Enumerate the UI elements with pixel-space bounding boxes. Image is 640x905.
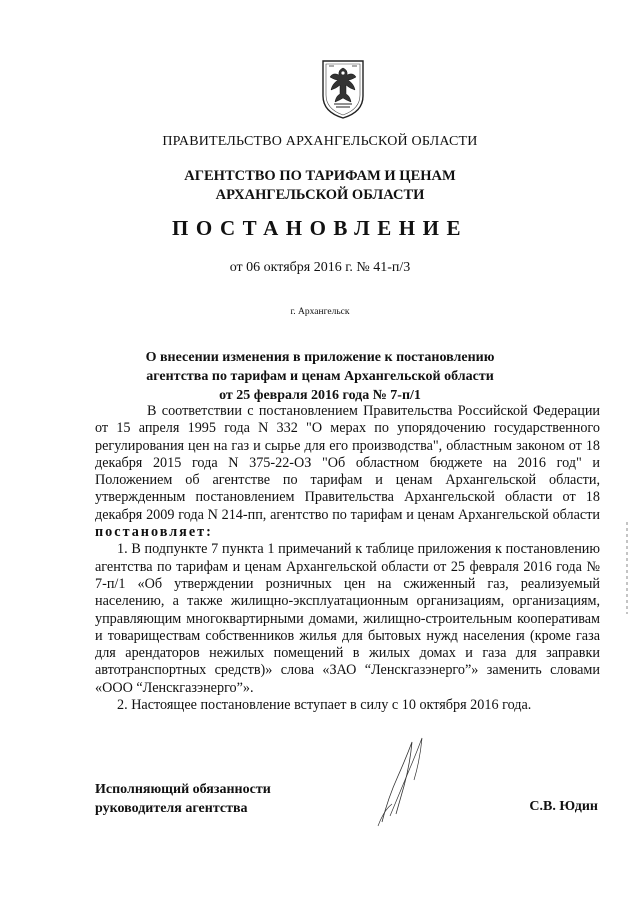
document-body — [95, 403, 600, 714]
handwritten-signature — [350, 720, 470, 830]
decree-word: постановляет: — [95, 524, 213, 541]
document-date-number: от 06 октября 2016 г. № 41-п/3 — [229, 260, 411, 275]
signatory-title — [95, 780, 271, 818]
document-city: г. Архангельск — [290, 307, 350, 317]
document-type: ПОСТАНОВЛЕНИЕ — [172, 216, 468, 240]
agency-name — [0, 167, 640, 205]
item-1-paragraph: 1. В подпункте 7 пункта 1 примечаний к таблице приложения к постановлению агентства по тарифам и ценам Архангельской области от 25 февраля 2016 года № 7-п/1 «Об утверждении розничных цен на сжиженный газ, реализуемый населению, а также жилищно-эксплуатационным организациям, организациям, управляющим многоквартирными домами, жилищно-строительным кооперативам и товариществам собственников жилья для бытовых нужд населения (кроме газа для арендаторов нежилых помещений в жилых домах и газа для заправки автотранспортных средств)» слова «ЗАО “Ленскгазэнерго”» заменить словами «ООО “Ленскгазэнерго”». — [95, 541, 600, 696]
agency-name-line1: АГЕНТСТВО ПО ТАРИФАМ И ЦЕНАМ — [184, 168, 456, 184]
subject-line3: от 25 февраля 2016 года № 7-п/1 — [219, 388, 421, 403]
agency-name-line2: АРХАНГЕЛЬСКОЙ ОБЛАСТИ — [215, 187, 425, 203]
item-2-paragraph: 2. Настоящее постановление вступает в силу с 10 октября 2016 года. — [117, 697, 532, 714]
document-subject — [0, 348, 640, 405]
subject-line2: агентства по тарифам и ценам Архангельской области — [146, 369, 494, 384]
signatory-name: С.В. Юдин — [529, 799, 598, 814]
subject-line1: О внесении изменения в приложение к постановлению — [145, 350, 495, 365]
signatory-title-line2: руководителя агентства — [95, 801, 248, 816]
preamble-paragraph — [95, 403, 600, 541]
signatory-title-line1: Исполняющий обязанности — [95, 782, 271, 797]
margin-scan-mark — [623, 520, 631, 616]
coat-of-arms-icon — [320, 58, 366, 120]
preamble-text: В соответствии с постановлением Правительства Российской Федерации от 15 апреля 1995 года N 332 "О мерах по упорядочению государственного регулирования цен на газ и сырье для его производства", областным законом от 18 декабря 2015 года N 375-22-ОЗ "Об областном бюджете на 2016 год" и Положением об агентстве по тарифам и ценам Архангельской области, утвержденным постановлением Правительства Архангельской области от 18 декабря 2009 года N 214-пп, агентство по тарифам и ценам Архангельской области — [95, 403, 600, 523]
government-name: ПРАВИТЕЛЬСТВО АРХАНГЕЛЬСКОЙ ОБЛАСТИ — [162, 134, 478, 149]
